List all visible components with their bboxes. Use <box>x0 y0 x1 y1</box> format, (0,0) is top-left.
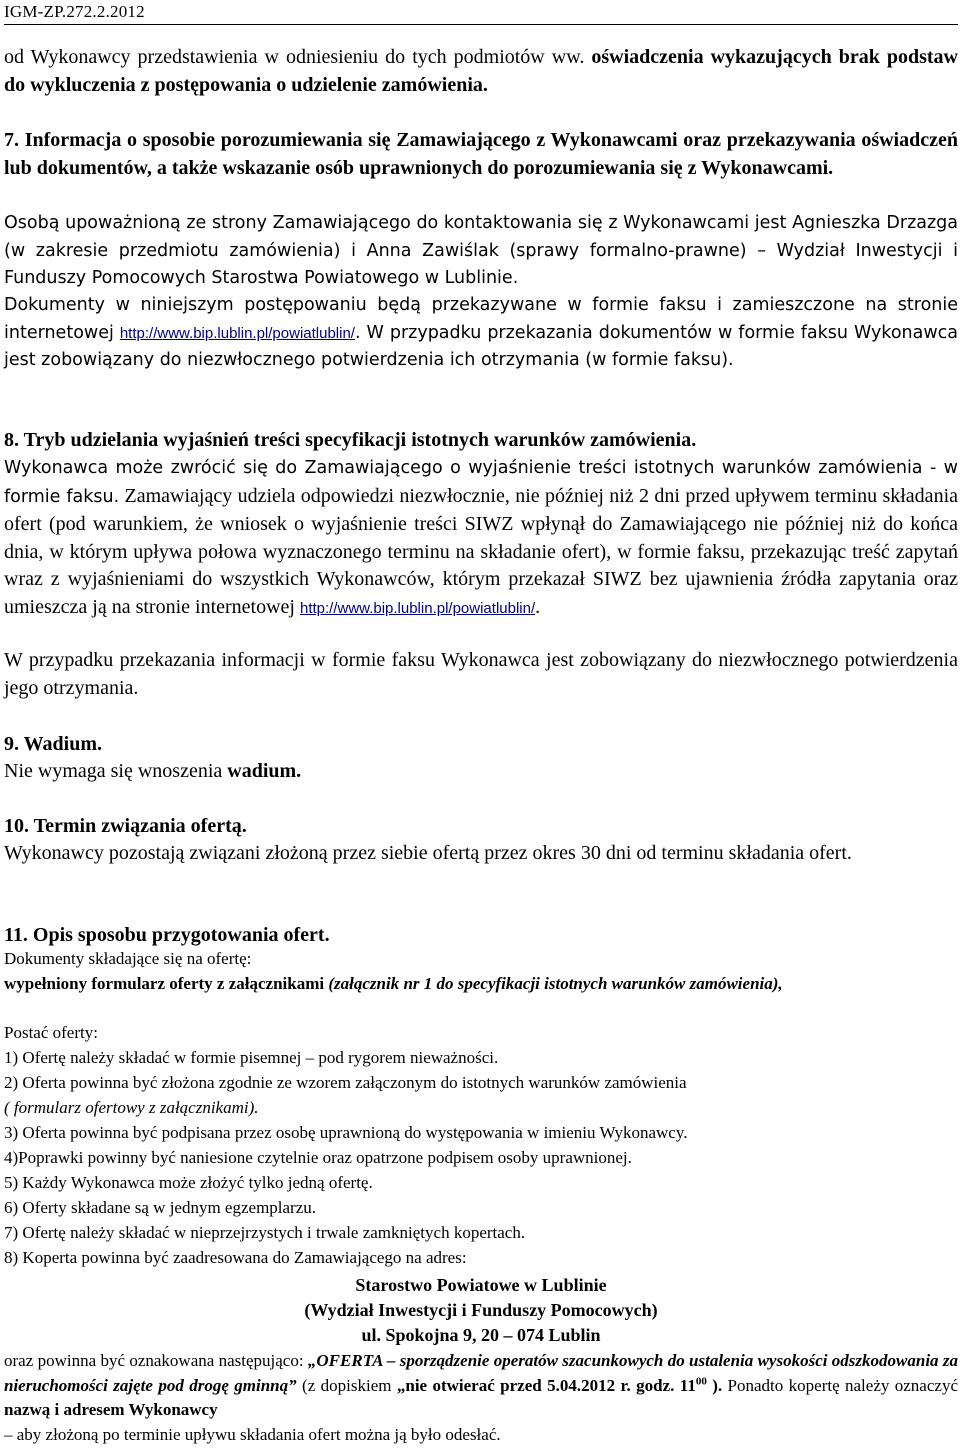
envelope-marking-paragraph <box>4 1349 958 1423</box>
envelope-last-line: – aby złożoną po terminie upływu składania ofert można ją było odesłać. <box>4 1425 501 1444</box>
section-11-form-line <box>4 972 958 997</box>
section-8-period: . <box>535 595 541 618</box>
section-8-paragraph <box>4 454 958 622</box>
form-italic-text: (załącznik nr 1 do specyfikacji istotnych warunków zamówienia), <box>328 974 783 993</box>
section-7-documents-text: Dokumenty w niniejszym postępowaniu będą przekazywane w formie faksu i zamieszczone na stronie internetowej <box>4 295 958 343</box>
section-8-body-text: Zamawiający udziela odpowiedzi niezwłocznie, nie później niż 2 dni przed upływem terminu składania ofert (pod warunkiem, że wniosek o wyjaśnienie treści SIWZ wpłynął do Zamawiającego nie później niż do końca dnia, w którym upływa połowa wyznaczonego terminu na składanie ofert), w formie faksu, przekazując treść zapytań wraz z wyjaśnieniami do wszystkich Wykonawców, którym przekazał SIWZ bez ujawnienia źródła zapytania oraz umieszcza ją na stronie internetowej <box>4 484 958 618</box>
offer-item-5: 5) Każdy Wykonawca może złożyć tylko jedną ofertę. <box>4 1173 373 1192</box>
section-11-docs-label: Dokumenty składające się na ofertę: <box>4 949 252 968</box>
address-line-1: Starostwo Powiatowe w Lublinie <box>355 1275 607 1295</box>
offer-item-4: 4)Poprawki powinny być naniesione czytelnie oraz opatrzone podpisem osoby uprawnionej. <box>4 1148 632 1167</box>
address-line-2: (Wydział Inwestycji i Funduszy Pomocowych) <box>304 1300 658 1320</box>
section-8-confirmation-paragraph: W przypadku przekazania informacji w formie faksu Wykonawca jest zobowiązany do niezwłocznego potwierdzenia jego otrzymania. <box>4 649 958 699</box>
offer-item-3: 3) Oferta powinna być podpisana przez osobę uprawnioną do występowania w imieniu Wykonawcy. <box>4 1123 688 1142</box>
section-10-text: Wykonawcy pozostają związani złożoną przez siebie ofertą przez okres 30 dni od terminu składania ofert. <box>4 842 852 864</box>
marking-name-address: nazwą i adresem Wykonawcy <box>4 1400 218 1419</box>
section-7-heading: 7. Informacja o sposobie porozumiewania się Zamawiającego z Wykonawcami oraz przekazywania oświadczeń lub dokumentów, a także wskazanie osób uprawnionych do porozumiewania się z Wykonawcami. <box>4 129 958 179</box>
intro-text: od Wykonawcy przedstawienia w odniesieniu do tych podmiotów ww. <box>4 46 592 68</box>
section-9-text <box>4 758 958 786</box>
marking-intro: oraz powinna być oznakowana następująco: <box>4 1351 308 1370</box>
section-7-documents-paragraph <box>4 292 958 375</box>
bip-link[interactable]: http://www.bip.lublin.pl/powiatlublin/ <box>119 324 355 342</box>
offer-item-8: 8) Koperta powinna być zaadresowana do Zamawiającego na adres: <box>4 1248 467 1267</box>
form-bold-text: wypełniony formularz oferty z załącznikami <box>4 974 329 993</box>
header-divider <box>4 24 958 25</box>
offer-item-7: 7) Ofertę należy składać w nieprzejrzystych i trwale zamkniętych kopertach. <box>4 1223 526 1242</box>
intro-bold: oświadczenia wykazujących brak podstaw do wykluczenia z postępowania o udzielenie zamówienia. <box>4 46 958 96</box>
section-11-postac-label: Postać oferty: <box>4 1023 98 1042</box>
section-8-intro-text: Wykonawca może zwrócić się do Zamawiającego o wyjaśnienie treści istotnych warunków zamówienia - w formie faksu. <box>4 458 958 507</box>
marking-do-not-open: „nie otwierać przed 5.04.2012 r. godz. 11 <box>396 1375 696 1395</box>
address-line-3: ul. Spokojna 9, 20 – 074 Lublin <box>361 1325 601 1345</box>
section-7-contact-paragraph: Osobą upoważnioną ze strony Zamawiającego do kontaktowania się z Wykonawcami jest Agnieszka Drzazga (w zakresie przedmiotu zamówienia) i Anna Zawiślak (sprawy formalno-prawne) – Wydział Inwestycji i Funduszy Pomocowych Starostwa Powiatowego w Lublinie. <box>4 213 958 288</box>
offer-item-2-note: ( formularz ofertowy z załącznikami). <box>4 1098 259 1117</box>
section-9-heading: 9. Wadium. <box>4 733 102 755</box>
bip-link-2[interactable]: http://www.bip.lublin.pl/powiatlublin/ <box>300 599 536 617</box>
intro-paragraph <box>4 44 958 99</box>
offer-item-2: 2) Oferta powinna być złożona zgodnie ze wzorem załączonym do istotnych warunków zamówienia <box>4 1073 687 1092</box>
marking-time-sup: 00 <box>695 1374 707 1387</box>
marking-close: ). <box>706 1375 723 1395</box>
marking-note-label: (z dopiskiem <box>296 1375 397 1395</box>
marking-additional: Ponadto kopertę należy oznaczyć <box>722 1375 958 1395</box>
offer-item-6: 6) Oferty składane są w jednym egzemplarzu. <box>4 1198 317 1217</box>
section-11-heading: 11. Opis sposobu przygotowania ofert. <box>4 924 330 946</box>
marking-offer-title: „OFERTA – sporządzenie operatów szacunkowych do ustalenia wysokości odszkodowania za nieruchomości zajęte pod drogę gminną” <box>4 1351 958 1395</box>
offer-item-1: 1) Ofertę należy składać w formie pisemnej – pod rygorem nieważności. <box>4 1048 499 1067</box>
section-9-wadium-word: wadium. <box>227 760 302 782</box>
document-reference: IGM-ZP.272.2.2012 <box>4 2 145 21</box>
section-7-fax-text: . W przypadku przekazania dokumentów w formie faksu Wykonawca jest zobowiązany do niezwłocznego potwierdzenia ich otrzymania (w formie faksu). <box>4 322 958 370</box>
section-8-heading: 8. Tryb udzielania wyjaśnień treści specyfikacji istotnych warunków zamówienia. <box>4 429 697 451</box>
section-10-heading: 10. Termin związania ofertą. <box>4 815 247 837</box>
section-9-text-main: Nie wymaga się wnoszenia <box>4 760 228 782</box>
